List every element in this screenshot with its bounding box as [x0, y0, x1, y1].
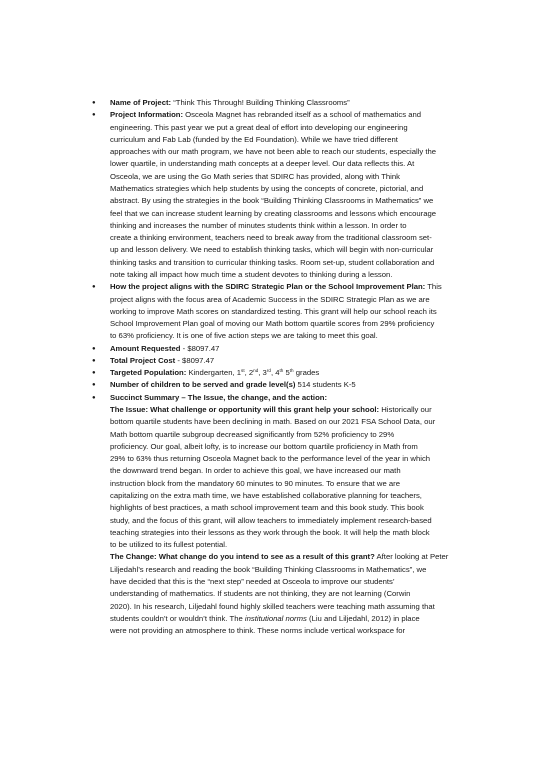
- text-line: capitalizing on the extra math time, we have established collaborative planning for teachers,: [110, 491, 422, 500]
- text-line: instruction block from the mandatory 60 minutes to 90 minutes. To ensure that we are: [110, 478, 400, 488]
- text-line: have decided that this is the “next step” needed at Osceola to improve our students’: [110, 576, 395, 586]
- field-label: Project Information:: [110, 110, 184, 120]
- children-count-value: 514 students K-5: [295, 380, 356, 390]
- bullet-icon: ●: [92, 370, 96, 377]
- field-label: Targeted Population:: [110, 368, 187, 378]
- bullet-icon: ●: [92, 394, 96, 401]
- list-item: [90, 355, 515, 367]
- text-line: note taking all impact how much time a student devotes to thinking during a lesson.: [110, 269, 393, 279]
- amount-requested-value: - $8097.47: [180, 343, 220, 353]
- total-cost-value: - $8097.47: [175, 355, 215, 365]
- text-line: highlights of best practices, a math school improvement team and this book study. This book: [110, 503, 424, 513]
- text-line: study, and the focus of this grant, will allow teachers to immediately implement research-based: [110, 515, 432, 525]
- grade-text: , 2: [244, 368, 254, 378]
- text-line: to be utilized to its fullest potential.: [110, 540, 228, 550]
- text-line: bottom quartile students have been declining in math. Based on our 2021 FSA School Data, our: [110, 417, 436, 427]
- project-bullet-list: [90, 97, 515, 637]
- list-item: [90, 379, 515, 391]
- list-item: [90, 392, 515, 638]
- text-line: 29% to 63% thus returning Osceola Magnet back to the performance level of the year in which: [110, 454, 431, 464]
- text-line: School Improvement Plan goal of moving our Math bottom quartile scores from 29% proficiency: [110, 319, 435, 329]
- text-line: Liljedahl’s research and reading the book “Building Thinking Classrooms in Mathematics”, we: [110, 564, 427, 574]
- bullet-icon: ●: [92, 100, 96, 106]
- ordinal-suffix: nd: [253, 368, 259, 374]
- text-line: approaches with our math program, we have not been able to reach our students, especially the: [110, 147, 437, 157]
- text-line: Math bottom quartile subgroup decreased significantly from 52% proficiency to 29%: [110, 429, 395, 439]
- text-line: thinking tasks and transition to curricular thinking tasks. Room set-up, student collaboration and: [110, 257, 435, 267]
- text-line: Osceola Magnet has rebranded itself as a school of mathematics and: [183, 110, 422, 120]
- text-line: After looking at Peter: [374, 552, 449, 562]
- text-line: Osceola, we are using the Go Math series that SDIRC has provided, along with Think: [110, 171, 400, 181]
- grade-text: , 3: [258, 368, 267, 378]
- grade-text: 5: [283, 368, 290, 378]
- text-line: working to improve Math scores on standardized testing. This grant will help our school reach its: [110, 306, 437, 316]
- text-line: This: [425, 282, 442, 292]
- ordinal-suffix: th: [289, 368, 294, 374]
- text-line: teaching strategies into their lessons as they work through the book. It will help the math block: [110, 527, 430, 537]
- field-label: Name of Project:: [110, 98, 172, 107]
- field-label: Succinct Summary – The Issue, the change, and the action:: [110, 392, 328, 402]
- field-label: Number of children to be served and grade level(s): [110, 380, 296, 390]
- field-label: How the project aligns with the SDIRC Strategic Plan or the School Improvement Plan:: [110, 282, 426, 292]
- text-line: (Liu and Liljedahl, 2012) in place: [306, 613, 420, 623]
- text-line: curriculum and Fab Lab (funded by the Ed Foundation). While we have tried different: [110, 134, 398, 144]
- list-item: [90, 343, 515, 355]
- text-line: create a thinking environment, teachers need to break away from the traditional classroom set-: [110, 233, 432, 243]
- text-line: Mathematics strategies which help students by using the concepts of concrete, pictorial, and: [110, 183, 424, 193]
- grade-text: , 4: [270, 368, 280, 378]
- text-line: Historically our: [379, 405, 432, 415]
- text-line: students couldn’t or wouldn’t think. The: [110, 613, 245, 623]
- text-line: lower quartile, in understanding math concepts at a deeper level. Our data reflects this. At: [110, 159, 415, 169]
- text-line: engineering. This past year we put a great deal of effort into developing our engineering: [110, 122, 408, 132]
- text-line: project aligns with the focus area of Academic Success in the SDIRC Strategic Plan as we are: [110, 294, 430, 304]
- grade-text: grades: [293, 368, 320, 378]
- text-line: feel that we can increase student learning by creating classrooms and lessons which encourage: [110, 208, 437, 218]
- text-line: thinking and increases the number of minutes students think within a lesson. In order to: [110, 220, 407, 230]
- text-line: abstract. By using the strategies in the book “Building Thinking Classrooms in Mathematics” we: [110, 196, 434, 206]
- bullet-icon: ●: [92, 112, 96, 119]
- ordinal-suffix: rd: [266, 368, 271, 374]
- list-item: [90, 97, 515, 109]
- grade-text: Kindergarten, 1: [186, 368, 242, 378]
- field-label: Amount Requested: [110, 343, 181, 353]
- italic-term: institutional norms: [244, 613, 307, 623]
- text-line: were not providing an atmosphere to think. These norms include vertical workspace for: [110, 626, 406, 636]
- bullet-icon: ●: [92, 284, 96, 291]
- targeted-population-line: [110, 367, 515, 379]
- text-line: the downward trend began. In order to achieve this goal, we have increased our math: [110, 466, 401, 476]
- text-line: understanding of mathematics. If students are not thinking, they are not learning (Corwin: [110, 589, 411, 599]
- ordinal-suffix: st: [241, 368, 245, 374]
- ordinal-suffix: th: [279, 368, 284, 374]
- text-line: to 63% proficiency. It is one of five action steps we are taking to meet this goal.: [110, 331, 378, 341]
- project-name: “Think This Through! Building Thinking Classrooms”: [171, 98, 350, 107]
- list-item: [90, 109, 515, 281]
- text-line: 2020). In his research, Liljedahl found highly skilled teachers were teaching math assuming that: [110, 601, 435, 611]
- issue-label: The Issue: What challenge or opportunity will this grant help your school:: [110, 405, 380, 415]
- field-label: Total Project Cost: [110, 355, 176, 365]
- bullet-icon: ●: [92, 345, 96, 352]
- list-item: [90, 281, 515, 342]
- text-line: up and lesson delivery. We need to establish thinking tasks, which will begin with non-curricular: [110, 245, 434, 255]
- text-line: proficiency. Our goal, albeit lofty, is to increase our bottom quartile proficiency in Math from: [110, 441, 418, 451]
- bullet-icon: ●: [92, 382, 96, 389]
- list-item: [90, 367, 515, 379]
- bullet-icon: ●: [92, 357, 96, 364]
- change-label: The Change: What change do you intend to see as a result of this grant?: [110, 552, 375, 562]
